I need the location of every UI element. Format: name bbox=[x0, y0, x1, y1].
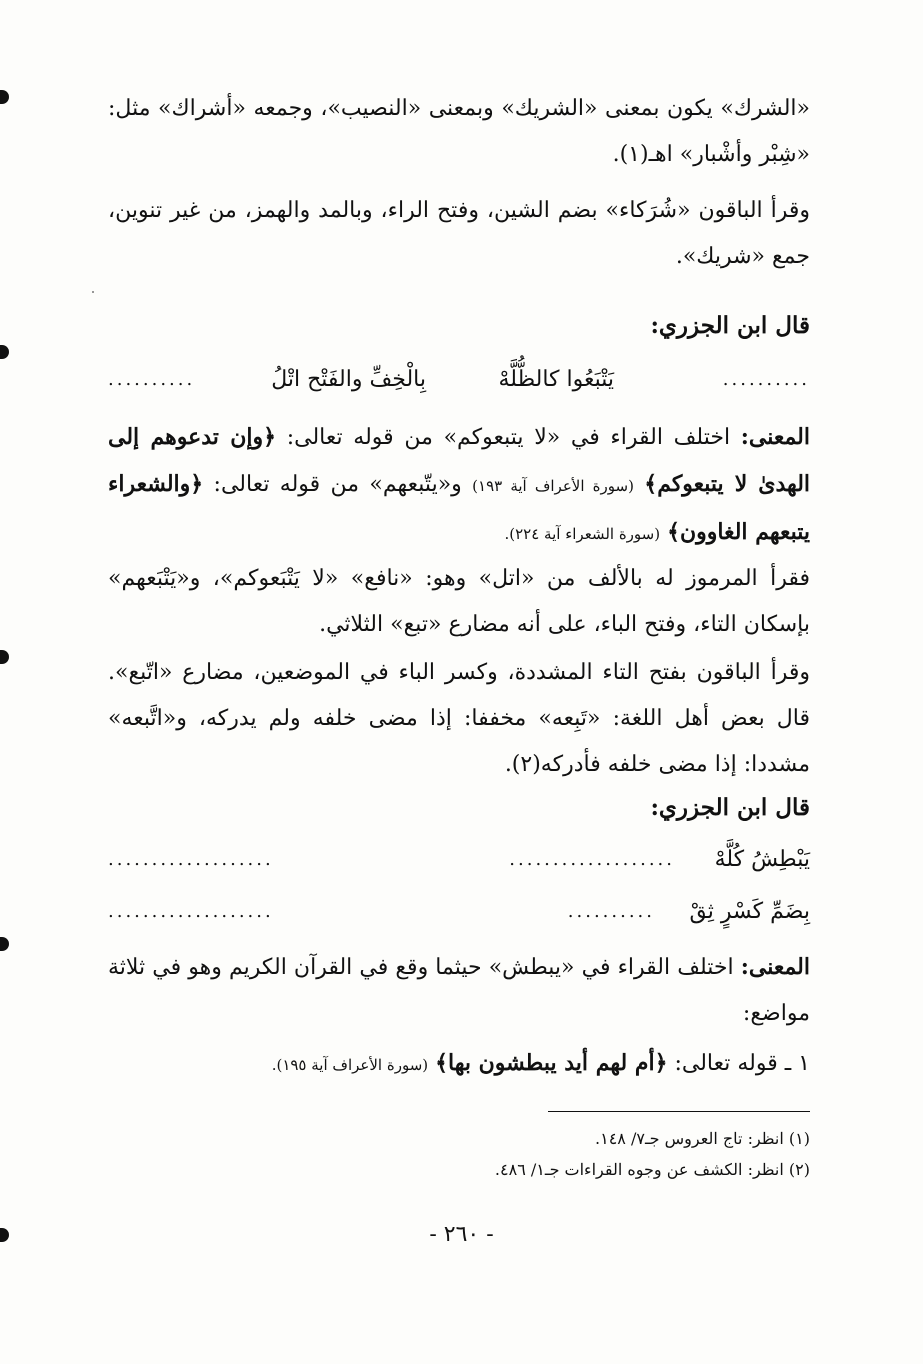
verse-dots: ................... bbox=[108, 849, 274, 870]
verse-dots: .......... bbox=[722, 369, 810, 390]
footnote-divider bbox=[548, 1111, 810, 1112]
quran-quote: ﴿والشعراء يتبعهم الغاوون﴾ bbox=[108, 471, 810, 545]
binding-mark bbox=[0, 90, 9, 104]
footnote-2: (٢) انظر: الكشف عن وجوه القراءات جـ١/ ٤٨٦. bbox=[494, 1160, 810, 1179]
verse-hemistich: بِالْخِفِّ والفَتْح اتْلُ bbox=[271, 367, 426, 392]
list-item-lead: ١ ـ قوله تعالى: bbox=[674, 1051, 810, 1076]
verse-line-1 bbox=[108, 360, 810, 400]
surah-reference: (سورة الأعراف آية ١٩٥). bbox=[271, 1056, 429, 1074]
paragraph-shurakaa-reading: وقرأ الباقون «شُرَكاء» بضم الشين، وفتح الراء، وبالمد والهمز، من غير تنوين، جمع «شريك». bbox=[108, 198, 810, 269]
paragraph-nafi-reading: فقرأ المرموز له بالألف من «اتل» وهو: «نافع» «لا يَتْبَعوكم»، و«يَتْبَعهم» بإسكان التاء، وفتح الباء، على أنه مضارع «تبع» الثلاثي. bbox=[108, 566, 810, 637]
quran-quote: ﴿أم لهم أيد يبطشون بها﴾ bbox=[435, 1050, 668, 1076]
surah-reference: (سورة الشعراء آية ٢٢٤). bbox=[504, 525, 661, 543]
list-item-1 bbox=[108, 1040, 810, 1088]
verse-line-3 bbox=[108, 892, 810, 932]
heading-ibn-al-jazari: قال ابن الجزري: bbox=[650, 794, 810, 821]
verse-dots: ................... bbox=[108, 901, 274, 922]
footnote-1: (١) انظر: تاج العروس جـ٧/ ١٤٨. bbox=[595, 1129, 810, 1148]
paragraph-text: و«يتّبعهم» من قوله تعالى: bbox=[213, 472, 462, 497]
verse-hemistich: يَتْبَعُوا كالظُّلَّهْ bbox=[498, 367, 614, 392]
verse-dots: ................... bbox=[509, 849, 675, 870]
paragraph-meaning-yabtish bbox=[108, 944, 810, 1037]
meaning-label: المعنى: bbox=[740, 954, 810, 980]
paragraph-meaning-yatbauhum bbox=[108, 414, 810, 557]
verse-hemistich: يَبْطِشُ كُلَّهْ bbox=[714, 847, 810, 872]
paragraph-text: اختلف القراء في «يبطش» حيثما وقع في القرآن الكريم وهو في ثلاثة مواضع: bbox=[108, 955, 810, 1026]
paragraph-shirk-definition: «الشرك» يكون بمعنى «الشريك» وبمعنى «النصيب»، وجمعه «أشراك» مثل: «شِبْر وأشْبار» اهـ(١). bbox=[108, 96, 810, 167]
meaning-label: المعنى: bbox=[740, 424, 810, 450]
binding-mark bbox=[0, 650, 9, 664]
verse-dots: .......... bbox=[108, 369, 196, 390]
verse-hemistich: بِضَمِّ كَسْرٍ ثِقْ bbox=[689, 899, 810, 924]
quran-quote: ﴿وإن تدعوهم إلى الهدىٰ لا يتبعوكم﴾ bbox=[108, 424, 811, 497]
surah-reference: (سورة الأعراف آية ١٩٣) bbox=[472, 477, 634, 495]
page-number: - ٢٦٠ - bbox=[429, 1222, 494, 1247]
paragraph-text: اختلف القراء في «لا يتبعوكم» من قوله تعالى: bbox=[286, 425, 731, 450]
paragraph-others-reading: وقرأ الباقون بفتح التاء المشددة، وكسر الباء في الموضعين، مضارع «اتّبع». قال بعض أهل اللغة: «تَبِعه» مخففا: إذا مضى خلفه ولم يدركه، و«اتَّبعه» مشددا: إذا مضى خلفه فأدركه(٢). bbox=[108, 660, 810, 777]
heading-ibn-al-jazari: قال ابن الجزري: bbox=[650, 312, 810, 339]
scan-speck bbox=[92, 291, 94, 293]
verse-line-2 bbox=[108, 840, 810, 880]
binding-mark bbox=[0, 345, 9, 359]
verse-dots: .......... bbox=[567, 901, 655, 922]
binding-mark bbox=[0, 937, 9, 951]
